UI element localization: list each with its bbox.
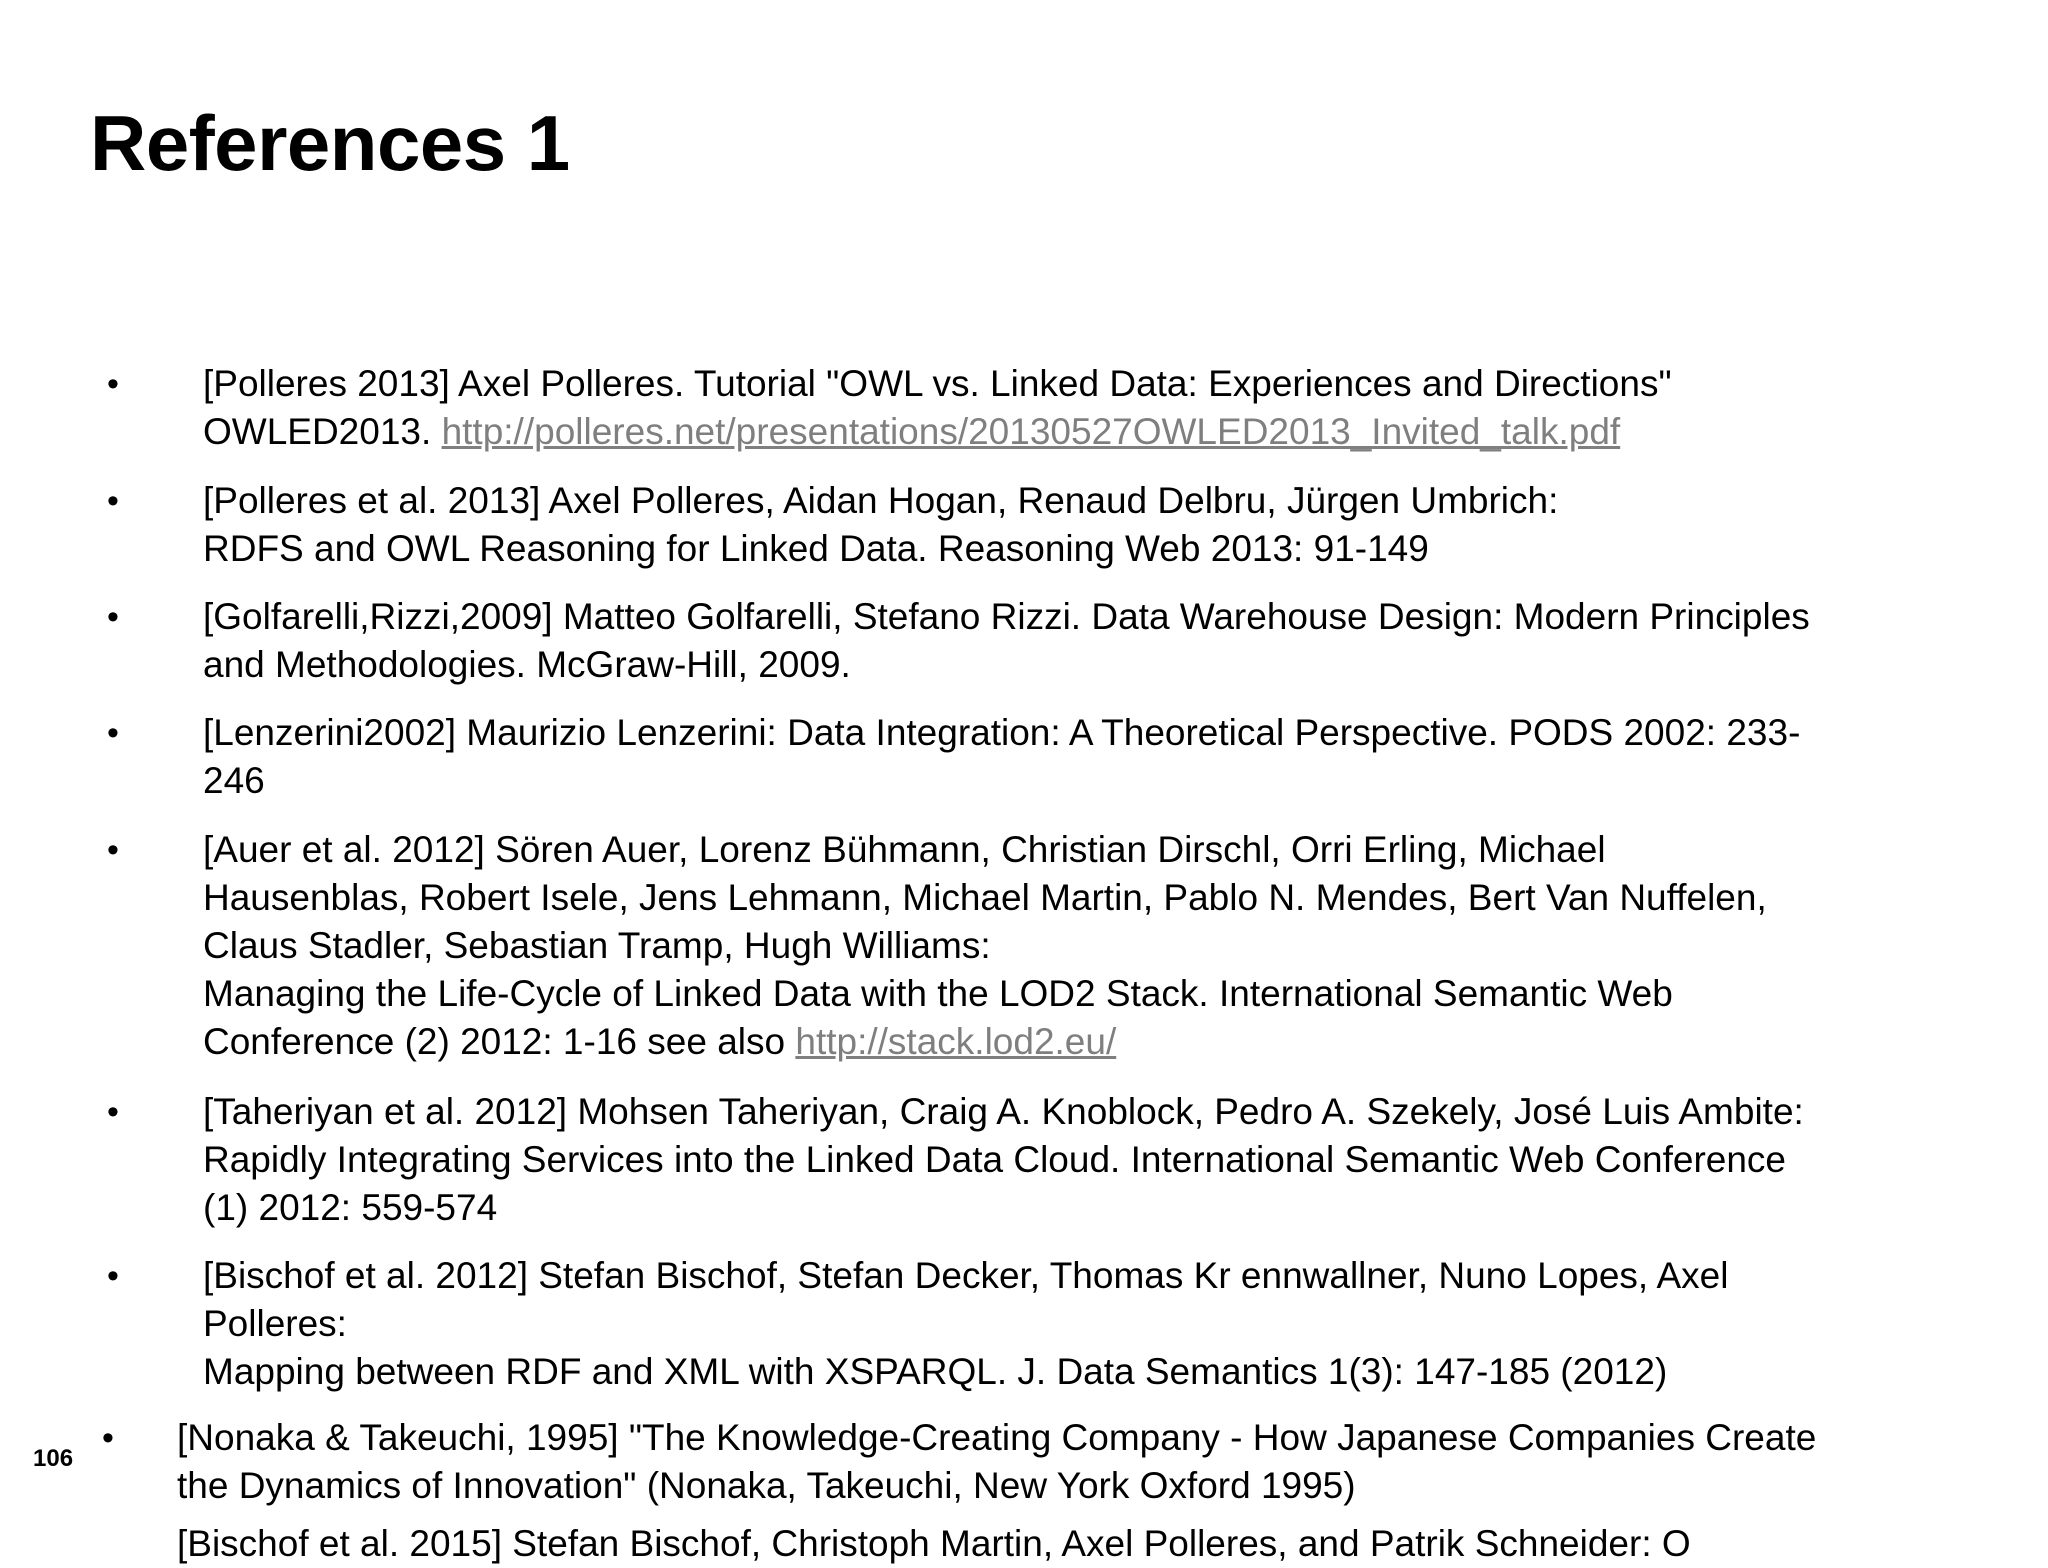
- page-number: 106: [33, 1445, 74, 1472]
- reference-text: [203, 1252, 1728, 1396]
- reference-line: [Bischof et al. 2015] Stefan Bischof, Christoph Martin, Axel Polleres, and Patrik Schneider: O: [177, 1523, 1691, 1564]
- reference-line: Rapidly Integrating Services into the Linked Data Cloud. International Semantic Web Conference: [203, 1139, 1786, 1180]
- reference-line: [Nonaka & Takeuchi, 1995] "The Knowledge-Creating Company - How Japanese Companies Create: [177, 1417, 1817, 1458]
- reference-text: [203, 360, 1672, 456]
- bullet-icon: •: [107, 365, 119, 403]
- reference-line: [Golfarelli,Rizzi,2009] Matteo Golfarelli, Stefano Rizzi. Data Warehouse Design: Modern Principles: [203, 596, 1810, 637]
- bullet-icon: •: [102, 1419, 114, 1457]
- reference-text: [203, 477, 1558, 573]
- presentation-link[interactable]: http://polleres.net/presentations/20130527OWLED2013_Invited_talk.pdf: [441, 411, 1621, 452]
- reference-line: [Bischof et al. 2012] Stefan Bischof, Stefan Decker, Thomas Kr ennwallner, Nuno Lopes, Axel: [203, 1255, 1729, 1296]
- reference-text: [203, 826, 1767, 1066]
- reference-text: [203, 709, 1800, 805]
- reference-line: [Taheriyan et al. 2012] Mohsen Taheriyan, Craig A. Knoblock, Pedro A. Szekely, José Luis Ambite:: [203, 1091, 1804, 1132]
- slide-title: References 1: [90, 99, 570, 187]
- bullet-icon: •: [107, 598, 119, 636]
- reference-line: (1) 2012: 559-574: [203, 1187, 498, 1228]
- reference-line: [Lenzerini2002] Maurizio Lenzerini: Data Integration: A Theoretical Perspective. PODS 2002: 233-: [203, 712, 1801, 753]
- bullet-icon: •: [107, 482, 119, 520]
- reference-line: Hausenblas, Robert Isele, Jens Lehmann, Michael Martin, Pablo N. Mendes, Bert Van Nuffelen,: [203, 877, 1767, 918]
- reference-line: Polleres:: [203, 1303, 347, 1344]
- reference-line: the Dynamics of Innovation" (Nonaka, Takeuchi, New York Oxford 1995): [177, 1465, 1356, 1506]
- reference-line: 246: [203, 760, 265, 801]
- reference-line: [Polleres et al. 2013] Axel Polleres, Aidan Hogan, Renaud Delbru, Jürgen Umbrich:: [203, 480, 1559, 521]
- lod2-stack-link[interactable]: http://stack.lod2.eu/: [795, 1021, 1117, 1062]
- reference-line: RDFS and OWL Reasoning for Linked Data. Reasoning Web 2013: 91-149: [203, 528, 1429, 569]
- reference-line: and Methodologies. McGraw-Hill, 2009.: [203, 644, 851, 685]
- bullet-icon: •: [107, 714, 119, 752]
- reference-line-text: Conference (2) 2012: 1-16 see also: [203, 1021, 796, 1062]
- reference-line: Mapping between RDF and XML with XSPARQL. J. Data Semantics 1(3): 147-185 (2012): [203, 1351, 1668, 1392]
- reference-line-with-link: [203, 408, 1672, 456]
- reference-line: Managing the Life-Cycle of Linked Data with the LOD2 Stack. International Semantic Web: [203, 973, 1673, 1014]
- reference-line-text: OWLED2013.: [203, 411, 442, 452]
- reference-text: [203, 1088, 1804, 1232]
- bullet-icon: •: [107, 831, 119, 869]
- reference-text: [203, 593, 1810, 689]
- reference-text: [177, 1520, 1691, 1568]
- reference-line: Claus Stadler, Sebastian Tramp, Hugh Williams:: [203, 925, 991, 966]
- bullet-icon: •: [107, 1093, 119, 1131]
- reference-line-with-link: [203, 1018, 1767, 1066]
- reference-line: [Auer et al. 2012] Sören Auer, Lorenz Bühmann, Christian Dirschl, Orri Erling, Michael: [203, 829, 1606, 870]
- reference-text: [177, 1414, 1816, 1510]
- bullet-icon: •: [107, 1257, 119, 1295]
- reference-line: [Polleres 2013] Axel Polleres. Tutorial "OWL vs. Linked Data: Experiences and Directions": [203, 363, 1672, 404]
